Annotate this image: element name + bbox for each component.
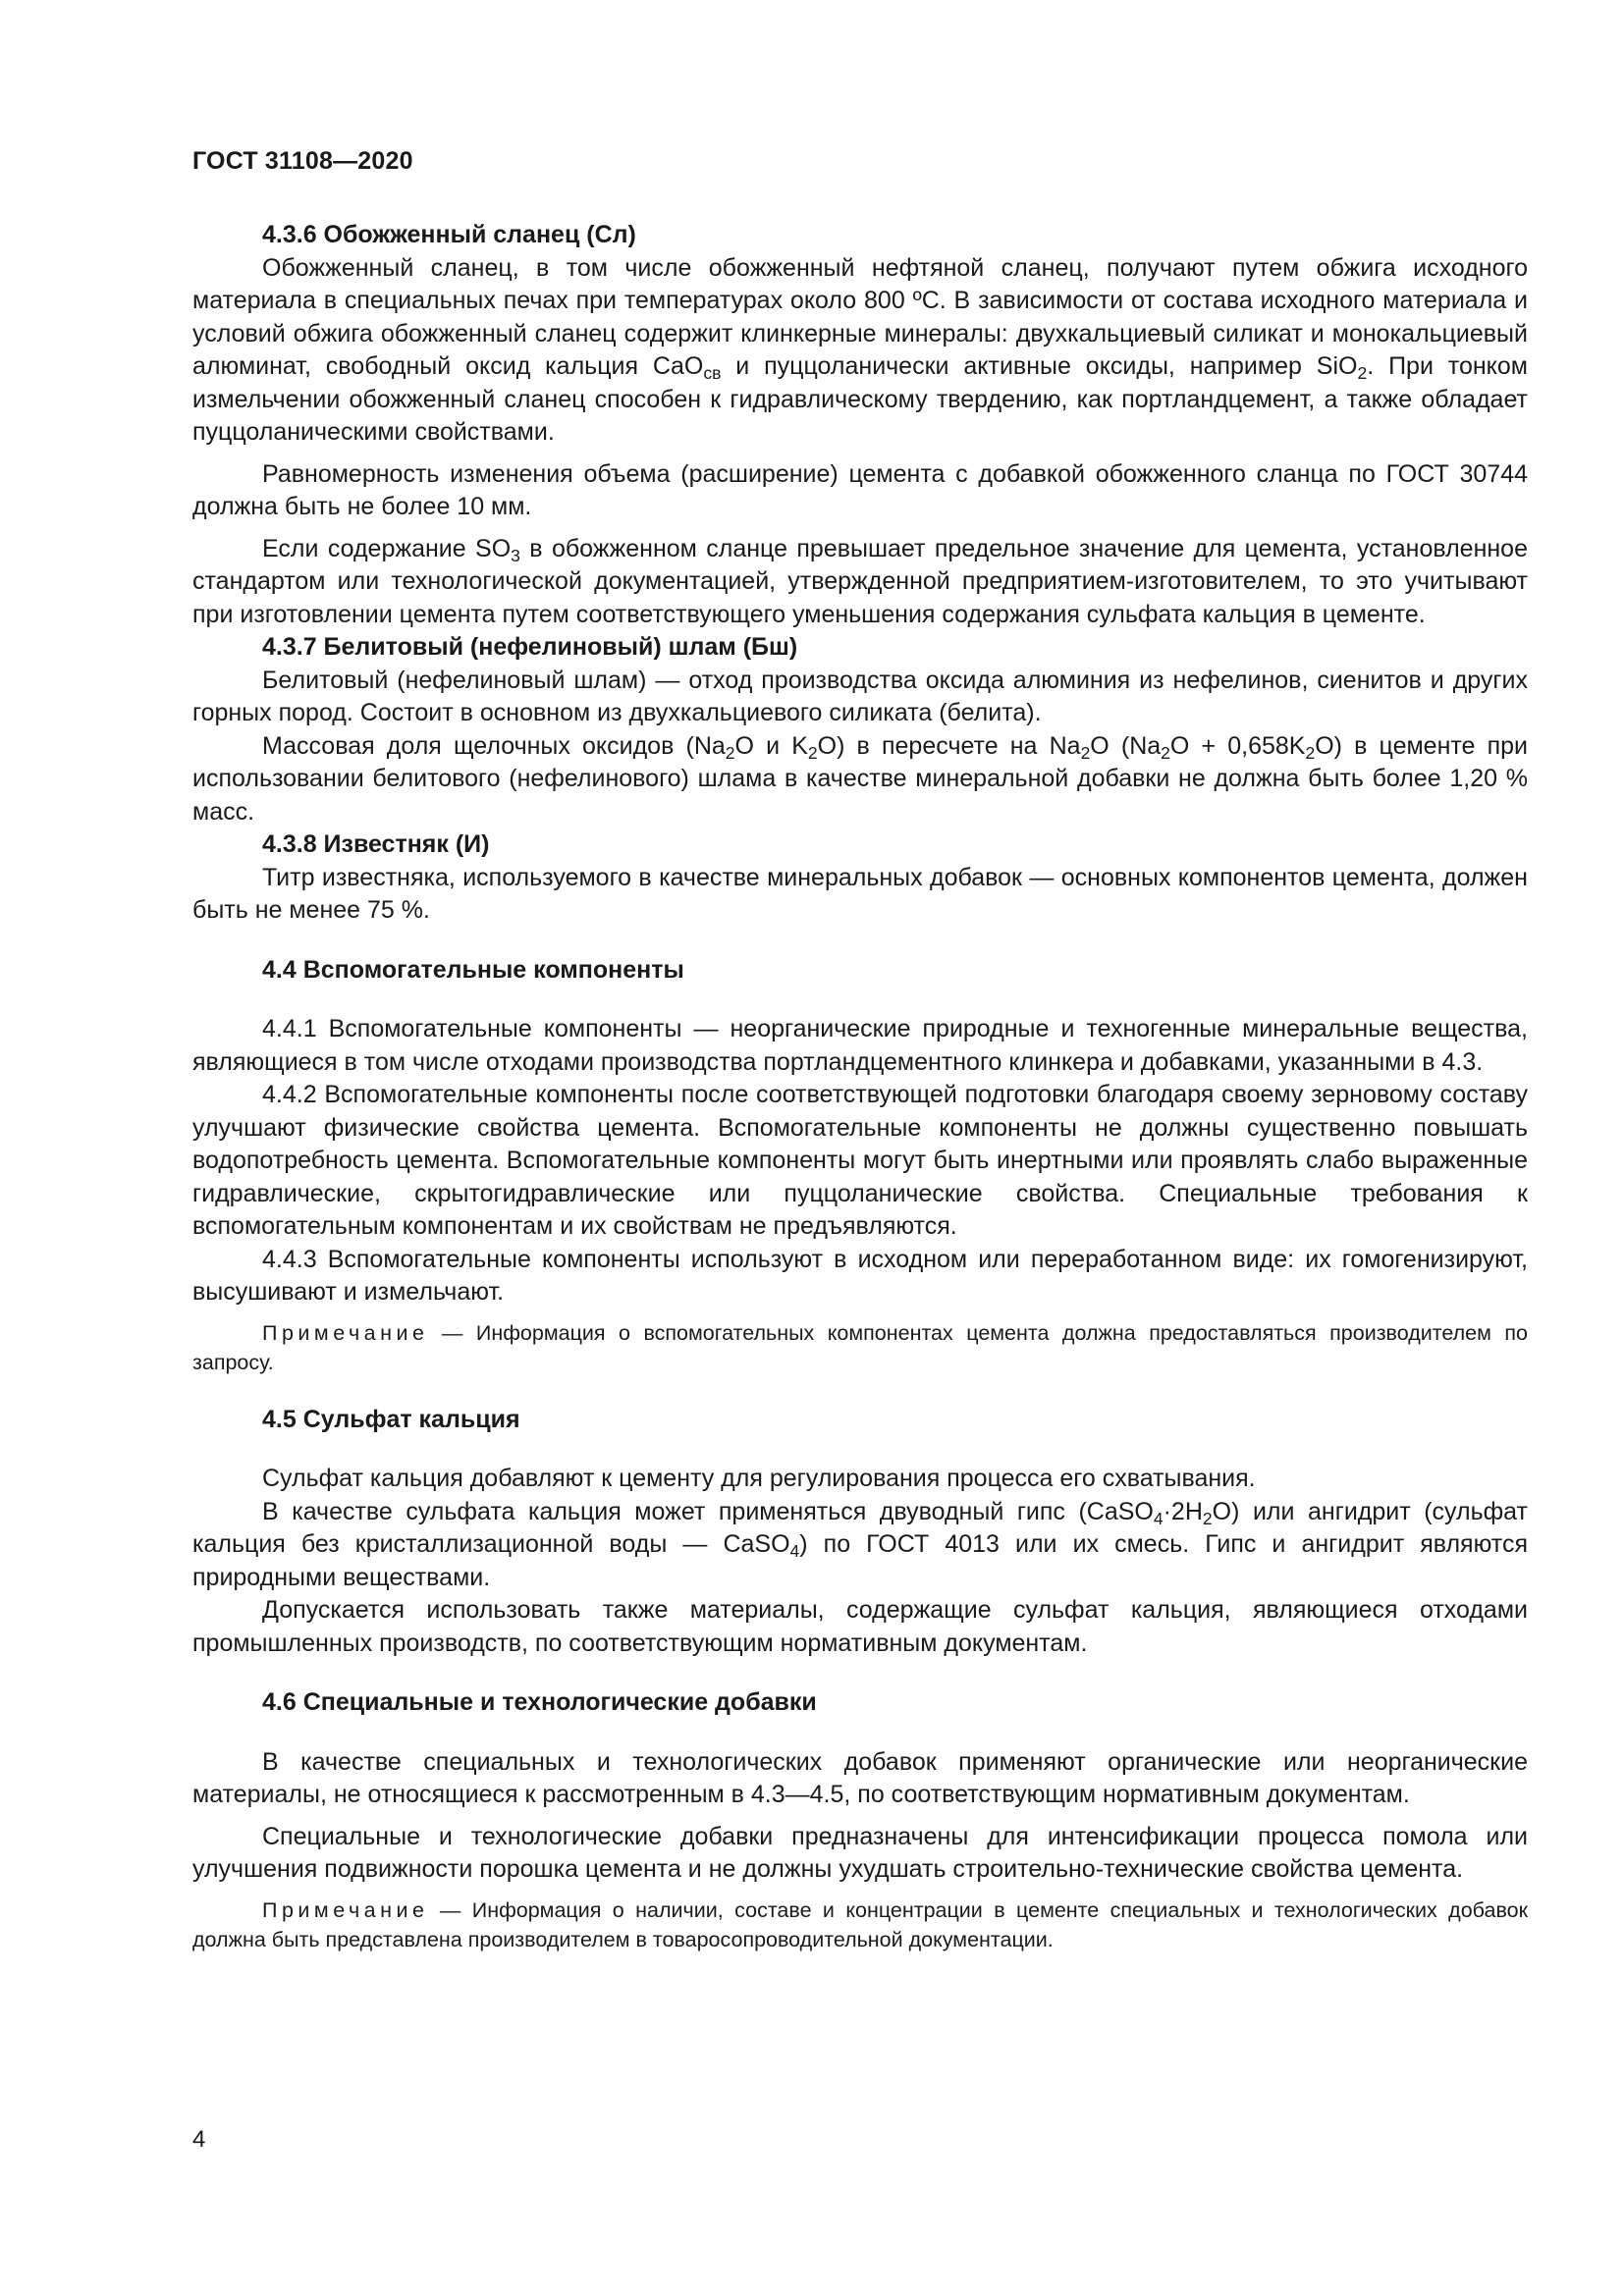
paragraph: Белитовый (нефелиновый шлам) — отход производства оксида алюминия из нефелинов, сиенитов и других горных пород. Состоит в основном из двухкальциевого силиката (белита).	[192, 666, 1528, 726]
document-header: ГОСТ 31108—2020	[192, 147, 413, 175]
section-4-3-7-heading: 4.3.7 Белитовый (нефелиновый) шлам (Бш)	[262, 633, 798, 661]
note-label: Примечание	[262, 1320, 429, 1345]
paragraph: Специальные и технологические добавки предназначены для интенсификации процесса помола или улучшения подвижности порошка цемента и не должны ухудшать строительно-технические свойства цемента.	[192, 1822, 1528, 1883]
paragraph: 4.4.2 Вспомогательные компоненты после соответствующей подготовки благодаря своему зерновому составу улучшают физические свойства цемента. Вспомогательные компоненты не должны существенно повышать водопотребность цемента. Вспомогательные компоненты могут быть инертными или проявлять слабо выраженные гидравлические, скрытогидравлические или пуццоланические свойства. Специальные требования к вспомогательным компонентам и их свойствам не предъявляются.	[192, 1081, 1528, 1240]
section-4-5-heading: 4.5 Сульфат кальция	[262, 1405, 520, 1433]
paragraph: В качестве специальных и технологических добавок применяют органические или неорганические материалы, не относящиеся к рассмотренным в 4.3—4.5, по соответствующим нормативным документам.	[192, 1747, 1528, 1808]
paragraph: Массовая доля щелочных оксидов ($Na_2O$ и $K_2O$) в пересчете на $Na_2O$ $(Na_2O + 0,658K_2O)$ в цементе при использовании белитового (нефелинового) шлама в качестве минеральной добавки не должна быть более 1,20 % масс.	[192, 731, 1528, 826]
page-number: 4	[192, 2126, 206, 2153]
note-label: Примечание	[262, 1897, 429, 1922]
paragraph: 4.4.1 Вспомогательные компоненты — неорганические природные и техногенные минеральные вещества, являющиеся в том числе отходами производства портландцементного клинкера и добавками, указанными в 4.3.	[192, 1015, 1528, 1076]
paragraph: Обожженный сланец, в том числе обожженный нефтяной сланец, получают путем обжига исходного материала в специальных печах при температурах около 800 ºС. В зависимости от состава исходного материала и условий обжига обожженный сланец содержит клинкерные минералы: двухкальциевый силикат и монокальциевый алюминат, свободный оксид кальция CaO$_{св}$ и пуццоланически активные оксиды, например SiO$_2$. При тонком измельчении обожженный сланец способен к гидравлическому твердению, как портландцемент, а также обладает пуццоланическими свойствами.	[192, 253, 1528, 446]
section-4-6-heading: 4.6 Специальные и технологические добавки	[262, 1688, 817, 1716]
section-4-4-heading: 4.4 Вспомогательные компоненты	[262, 955, 684, 984]
document-body	[192, 219, 1528, 1954]
paragraph: Равномерность изменения объема (расширение) цемента с добавкой обожженного сланца по ГОСТ 30744 должна быть не более 10 мм.	[192, 459, 1528, 520]
paragraph: Сульфат кальция добавляют к цементу для регулирования процесса его схватывания.	[262, 1465, 1256, 1492]
note: Примечание — Информация о вспомогательных компонентах цемента должна предоставляться производителем по запросу.	[192, 1320, 1528, 1374]
note: Примечание — Информация о наличии, составе и концентрации в цементе специальных и технологических добавок должна быть представлена производителем в товаросопроводительной документации.	[192, 1897, 1528, 1951]
paragraph: 4.4.3 Вспомогательные компоненты используют в исходном или переработанном виде: их гомогенизируют, высушивают и измельчают.	[192, 1245, 1528, 1306]
paragraph: Допускается использовать также материалы, содержащие сульфат кальция, являющиеся отходами промышленных производств, по соответствующим нормативным документам.	[192, 1596, 1528, 1657]
section-4-3-8-heading: 4.3.8 Известняк (И)	[262, 830, 490, 858]
paragraph: В качестве сульфата кальция может применяться двуводный гипс $(CaSO_4\cdot 2H_2O)$ или ангидрит (сульфат кальция без кристаллизационной воды — CaSO$_4$) по ГОСТ 4013 или их смесь. Гипс и ангидрит являются природными веществами.	[192, 1497, 1528, 1591]
paragraph: Если содержание $SO_3$ в обожженном сланце превышает предельное значение для цемента, установленное стандартом или технологической документацией, утвержденной предприятием-изготовителем, то это учитывают при изготовлении цемента путем соответствующего уменьшения содержания сульфата кальция в цементе.	[192, 534, 1528, 628]
paragraph: Титр известняка, используемого в качестве минеральных добавок — основных компонентов цемента, должен быть не менее 75 %.	[192, 863, 1528, 924]
section-4-3-6-heading: 4.3.6 Обожженный сланец (Сл)	[262, 221, 636, 248]
